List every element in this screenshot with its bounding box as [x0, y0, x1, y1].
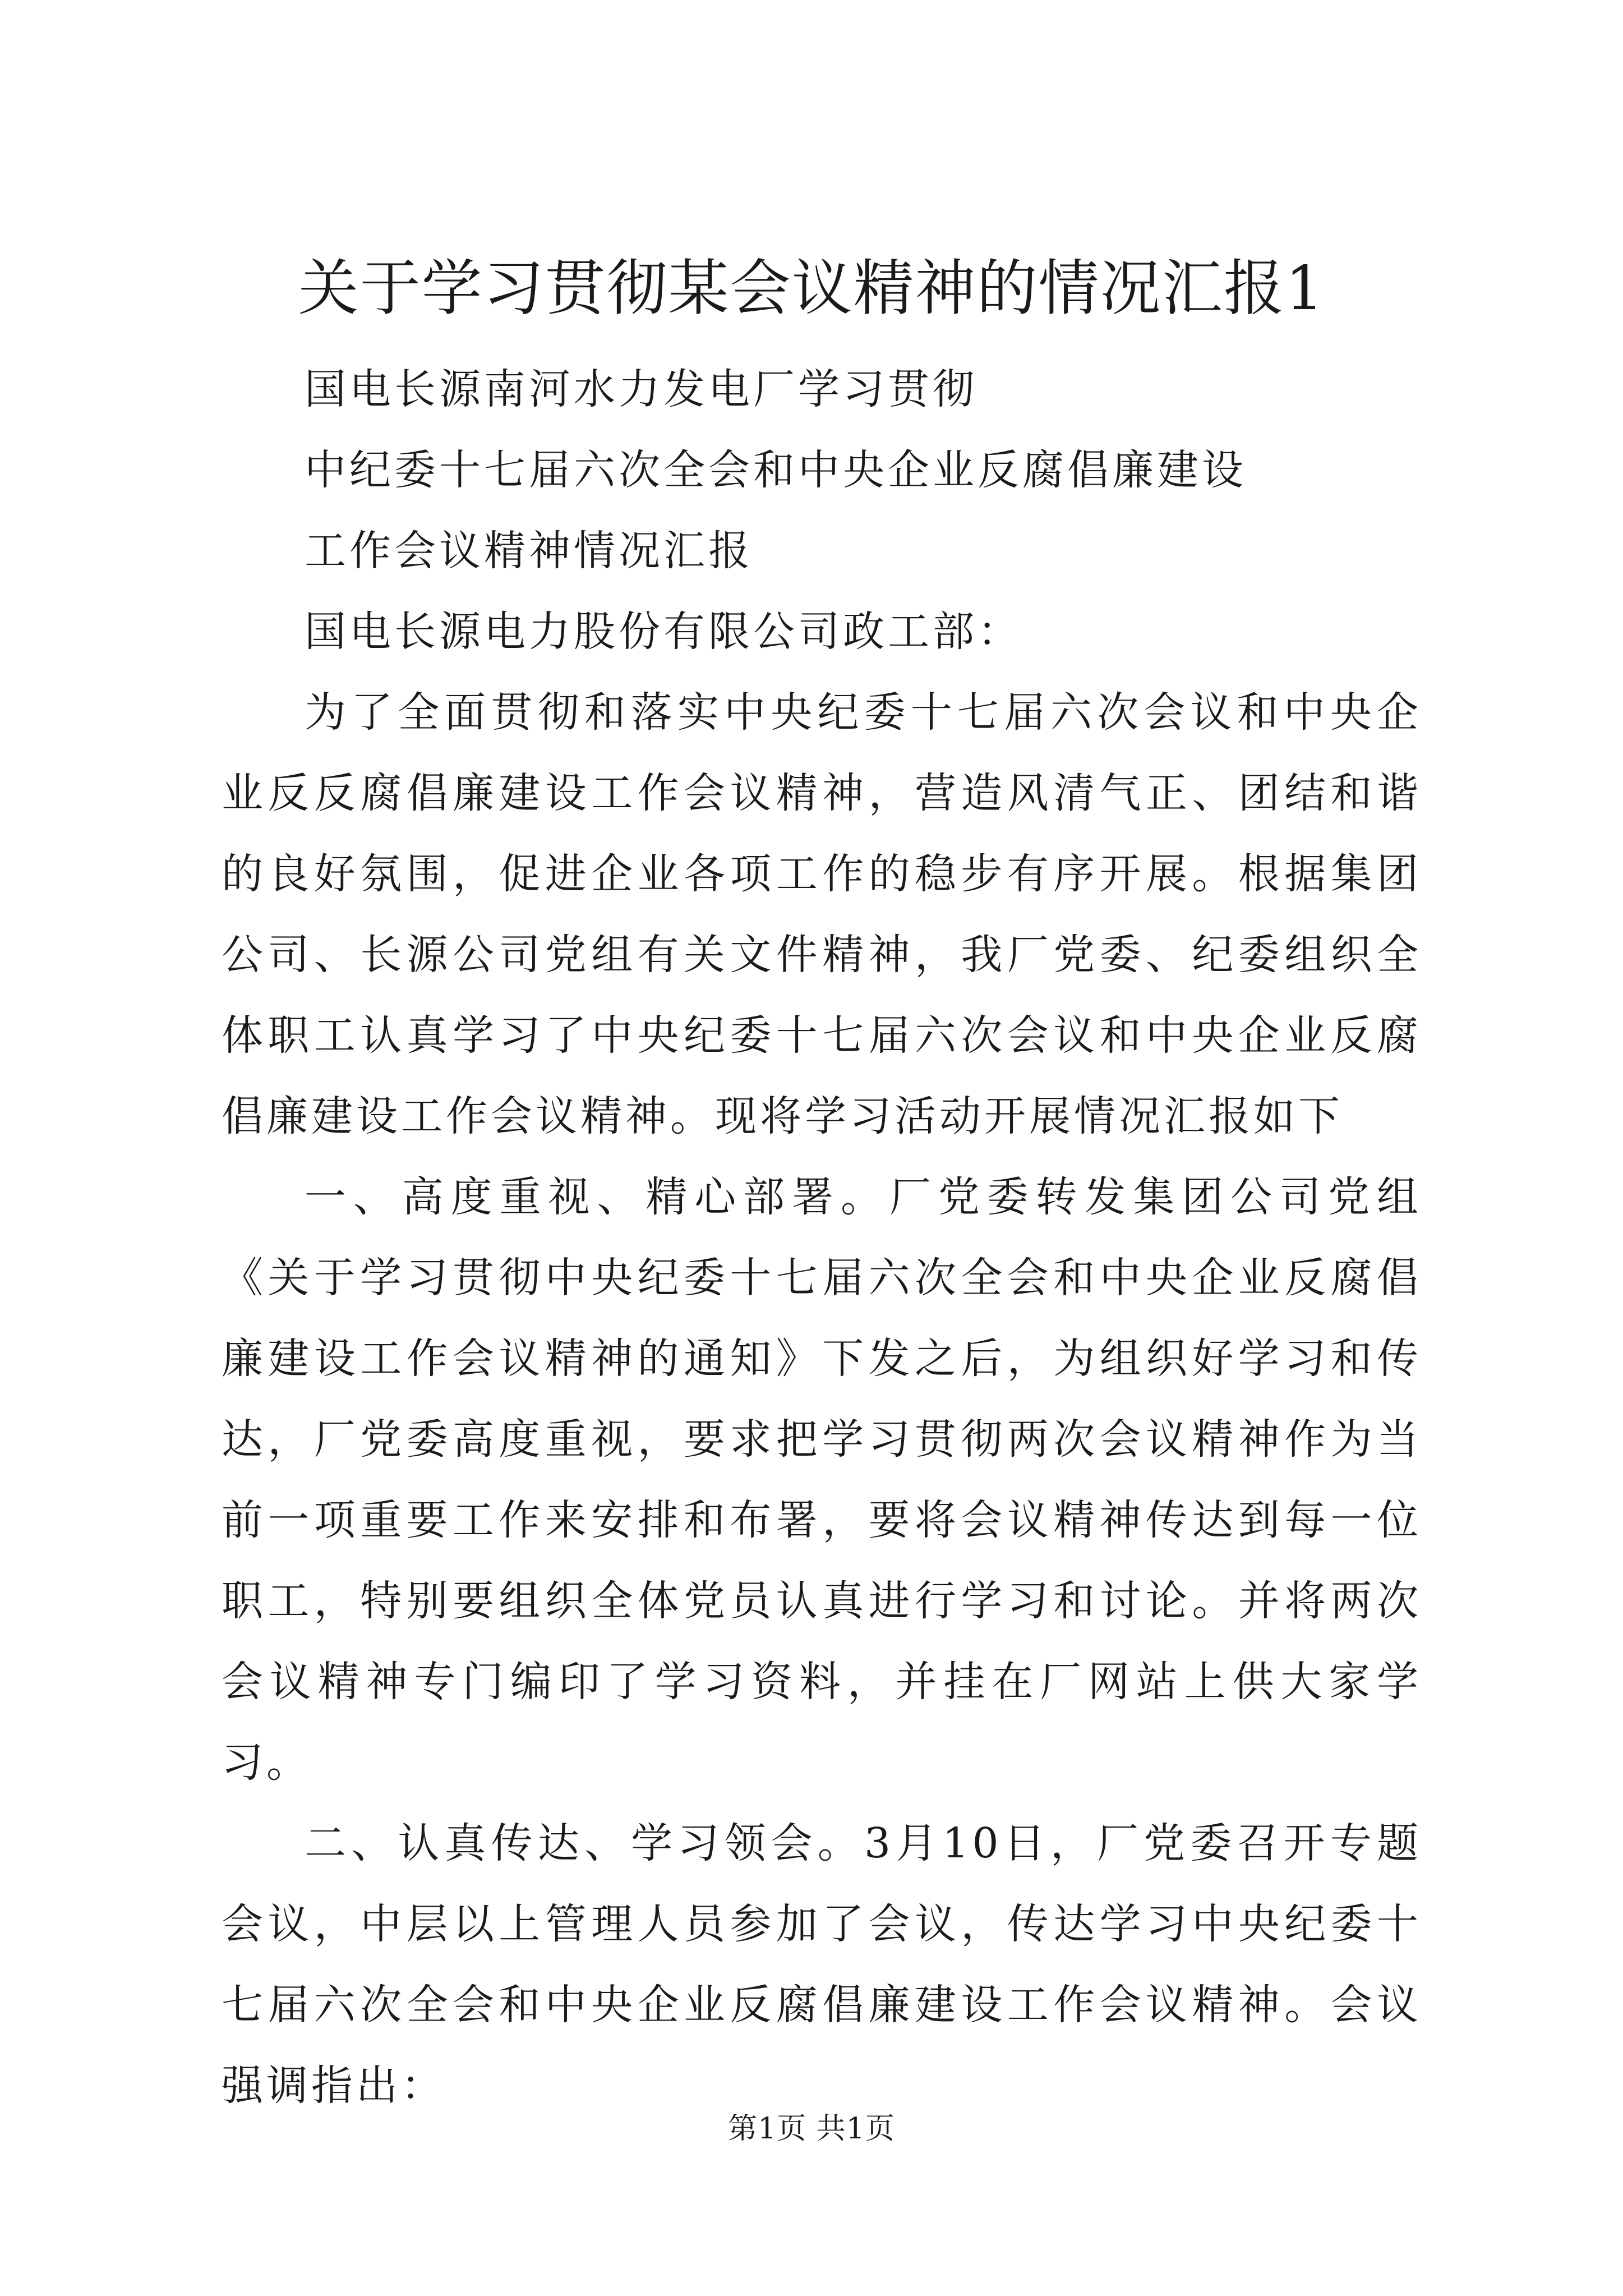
- recipient-line: 国电长源电力股份有限公司政工部：: [305, 608, 1022, 656]
- heading-line: 国电长源南河水力发电厂学习贯彻: [305, 365, 978, 413]
- heading-line: 中纪委十七届六次全会和中央企业反腐倡廉建设: [305, 446, 1247, 494]
- body-paragraph: 为了全面贯彻和落实中央纪委十七届六次会议和中央企业反反腐倡廉建设工作会议精神，营造风清气正、团结和谐的良好氛围，促进企业各项工作的稳步有序开展。根据集团公司、长源公司党组有关文件精神，我厂党委、纪委组织全体职工认真学习了中央纪委十七届六次会议和中央企业反腐倡廉建设工作会议精神。现将学习活动开展情况汇报如下: [222, 688, 1422, 1140]
- body-paragraph: 二、认真传达、学习领会。3月10日，厂党委召开专题会议，中层以上管理人员参加了会议，传达学习中央纪委十七届六次全会和中央企业反腐倡廉建设工作会议精神。会议强调指出：: [222, 1819, 1422, 2110]
- page-footer: 第1页 共1页: [728, 2112, 895, 2146]
- heading-line: 工作会议精神情况汇报: [305, 527, 753, 575]
- document-body: [222, 349, 1422, 2126]
- body-paragraph: 一、高度重视、精心部署。厂党委转发集团公司党组《关于学习贯彻中央纪委十七届六次全会和中央企业反腐倡廉建设工作会议精神的通知》下发之后，为组织好学习和传达，厂党委高度重视，要求把学习贯彻两次会议精神作为当前一项重要工作来安排和布署，要将会议精神传达到每一位职工，特别要组织全体党员认真进行学习和讨论。并将两次会议精神专门编印了学习资料，并挂在厂网站上供大家学习。: [222, 1173, 1422, 1787]
- document-title: 关于学习贯彻某会议精神的情况汇报1: [298, 254, 1325, 324]
